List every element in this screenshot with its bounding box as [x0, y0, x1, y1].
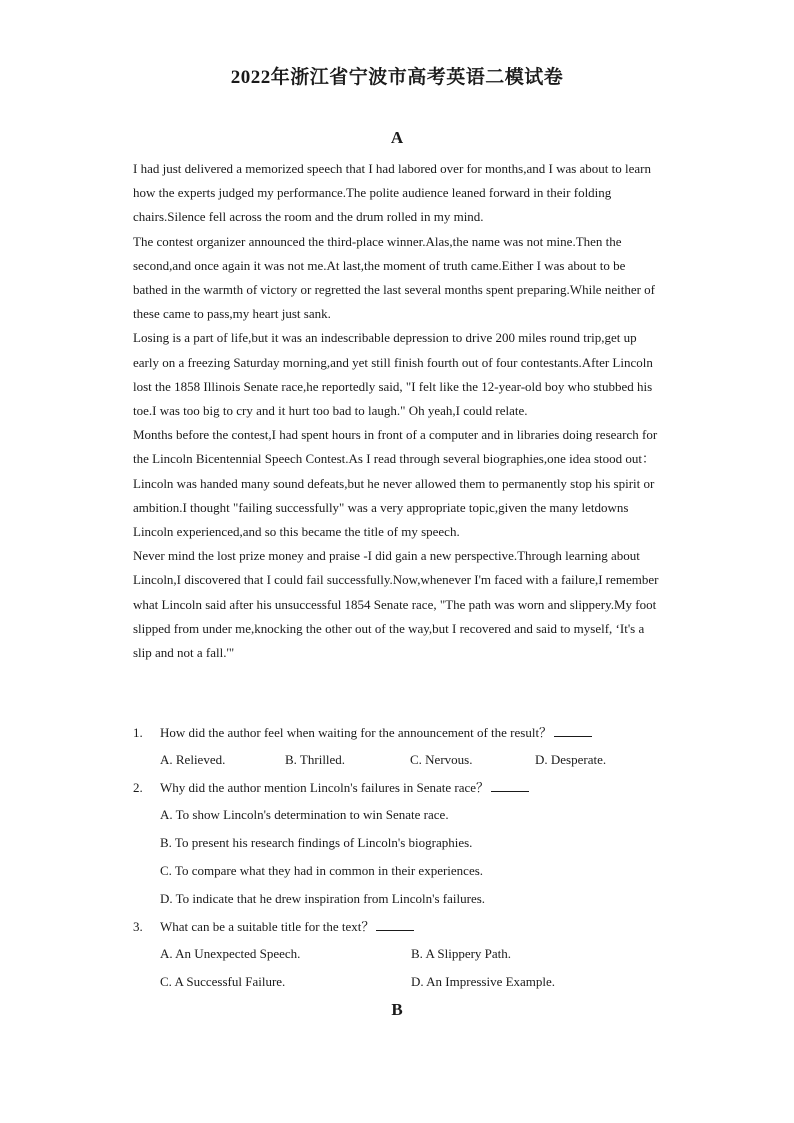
option-c[interactable]: C. A Successful Failure. [160, 974, 286, 989]
passage-paragraph: The contest organizer announced the third-place winner.Alas,the name was not mine.Then the second,and once again it was not me.At last,the moment of truth came.Either I was about to be bathed in the warmth of victory or regretted the last several months spent preparing.While neither of these came to pass,my heart just sank. [133, 233, 655, 322]
question-3 [133, 913, 673, 996]
reading-passage [133, 157, 663, 665]
passage-paragraph: Months before the contest,I had spent hours in front of a computer and in libraries doing research for the Lincoln Bicentennial Speech Contest.As I read through several biographies,one idea stood out：Lincoln was handed many sound defeats,but he never allowed them to permanently stop his spirit or ambition.I thought "failing successfully" was a very appropriate topic,given the many letdowns Lincoln experienced,and so this became the title of my speech. [133, 427, 658, 540]
passage-paragraph: Losing is a part of life,but it was an indescribable depression to drive 200 miles round trip,get up early on a freezing Saturday morning,and yet still finish fourth out of four contestants.After Lincoln lost the 1858 Illinois Senate race,he reportedly said, "I felt like the 12-year-old boy who stubbed his toe.I was too big to cry and it hurt too bad to laugh." Oh yeah,I could relate. [133, 330, 653, 419]
option-a[interactable]: A. Relieved. [160, 752, 226, 767]
answer-blank[interactable] [376, 916, 414, 931]
passage-paragraph: Never mind the lost prize money and praise -I did gain a new perspective.Through learning about Lincoln,I discovered that I could fail successfully.Now,whenever I'm faced with a failure,I remember what Lincoln said after his unsuccessful 1854 Senate race, "The path was worn and slippery.My foot slipped from under me,knocking the other out of the way,but I recovered and said to myself, ‘It's a slip and not a fall.'" [133, 548, 659, 661]
question-number: 1. [133, 725, 143, 740]
section-label-a: A [390, 128, 404, 147]
answer-blank[interactable] [491, 777, 529, 792]
option-b[interactable]: B. Thrilled. [285, 752, 346, 767]
question-number: 2. [133, 780, 143, 795]
option-d[interactable]: D. To indicate that he drew inspiration from Lincoln's failures. [160, 891, 486, 906]
question-list [133, 719, 673, 996]
passage-paragraph: I had just delivered a memorized speech that I had labored over for months,and I was about to learn how the experts judged my performance.The polite audience leaned forward in their folding chairs.Silence fell across the room and the drum rolled in my mind. [133, 161, 652, 225]
option-a[interactable]: A. An Unexpected Speech. [160, 946, 301, 961]
question-number: 3. [133, 919, 143, 934]
option-d[interactable]: D. An Impressive Example. [411, 974, 556, 989]
option-b[interactable]: B. A Slippery Path. [411, 946, 512, 961]
exam-title: 2022年浙江省宁波市高考英语二模试卷 [230, 67, 564, 88]
section-label-b: B [391, 1000, 403, 1019]
question-1 [133, 719, 673, 774]
question-stem: How did the author feel when waiting for the announcement of the result？ [160, 725, 553, 740]
question-2 [133, 774, 673, 913]
question-stem: Why did the author mention Lincoln's failures in Senate race？ [160, 780, 490, 795]
option-a[interactable]: A. To show Lincoln's determination to win Senate race. [160, 807, 449, 822]
question-stem: What can be a suitable title for the text？ [160, 919, 375, 934]
option-b[interactable]: B. To present his research findings of Lincoln's biographies. [160, 835, 473, 850]
option-d[interactable]: D. Desperate. [535, 752, 607, 767]
answer-blank[interactable] [554, 722, 592, 737]
option-c[interactable]: C. Nervous. [410, 752, 473, 767]
option-c[interactable]: C. To compare what they had in common in their experiences. [160, 863, 484, 878]
